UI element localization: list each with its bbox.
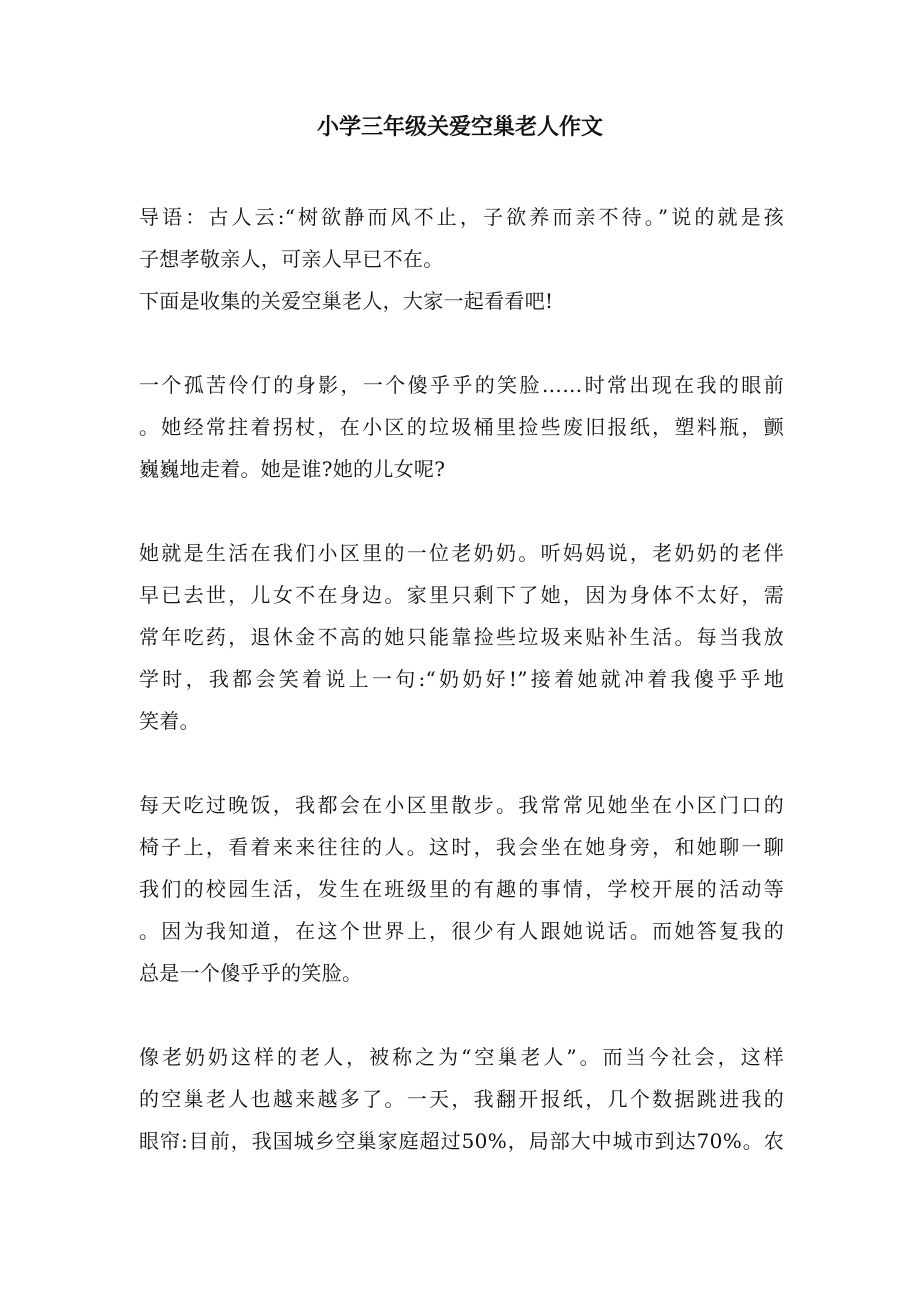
text-line: 像老奶奶这样的老人，被称之为“空巢老人”。而当今社会，这样 <box>139 1045 784 1069</box>
text-line: 常年吃药，退休金不高的她只能靠捡些垃圾来贴补生活。每当我放 <box>139 625 784 649</box>
text-line: 总是一个傻乎乎的笑脸。 <box>139 961 363 985</box>
text-line: 一个孤苦伶仃的身影，一个傻乎乎的笑脸……时常出现在我的眼前 <box>139 373 784 397</box>
text-line: 导语：古人云:“树欲静而风不止，子欲养而亲不待。”说的就是孩 <box>139 205 784 229</box>
text-line: 椅子上，看着来来往往的人。这时，我会坐在她身旁，和她聊一聊 <box>139 835 784 859</box>
text-line: 早已去世，儿女不在身边。家里只剩下了她，因为身体不太好，需 <box>139 583 784 607</box>
paragraph-intro <box>139 196 784 280</box>
paragraph-1 <box>139 364 784 490</box>
text-line: 。因为我知道，在这个世界上，很少有人跟她说话。而她答复我的 <box>139 919 784 943</box>
text-line: 。她经常拄着拐杖，在小区的垃圾桶里捡些废旧报纸，塑料瓶，颤 <box>139 415 784 439</box>
text-line: 下面是收集的关爱空巢老人，大家一起看看吧! <box>139 289 554 313</box>
text-line: 她就是生活在我们小区里的一位老奶奶。听妈妈说，老奶奶的老伴 <box>139 541 784 565</box>
text-line: 我们的校园生活，发生在班级里的有趣的事情，学校开展的活动等 <box>139 877 784 901</box>
text-line: 子想孝敬亲人，可亲人早已不在。 <box>139 247 444 271</box>
text-line: 笑着。 <box>139 709 200 733</box>
paragraph-2 <box>139 532 784 742</box>
text-line: 学时，我都会笑着说上一句:“奶奶好!”接着她就冲着我傻乎乎地 <box>139 667 784 691</box>
paragraph-intro-2 <box>139 280 784 322</box>
text-line: 每天吃过晚饭，我都会在小区里散步。我常常见她坐在小区门口的 <box>139 793 784 817</box>
text-line: 巍巍地走着。她是谁?她的儿女呢? <box>139 457 446 481</box>
document-title: 小学三年级关爱空巢老人作文 <box>316 114 603 140</box>
text-line: 眼帘:目前，我国城乡空巢家庭超过50%，局部大中城市到达70%。农 <box>139 1129 784 1153</box>
document-body <box>139 196 784 1162</box>
paragraph-4 <box>139 1036 784 1162</box>
paragraph-3 <box>139 784 784 994</box>
text-line: 的空巢老人也越来越多了。一天，我翻开报纸，几个数据跳进我的 <box>139 1087 784 1111</box>
